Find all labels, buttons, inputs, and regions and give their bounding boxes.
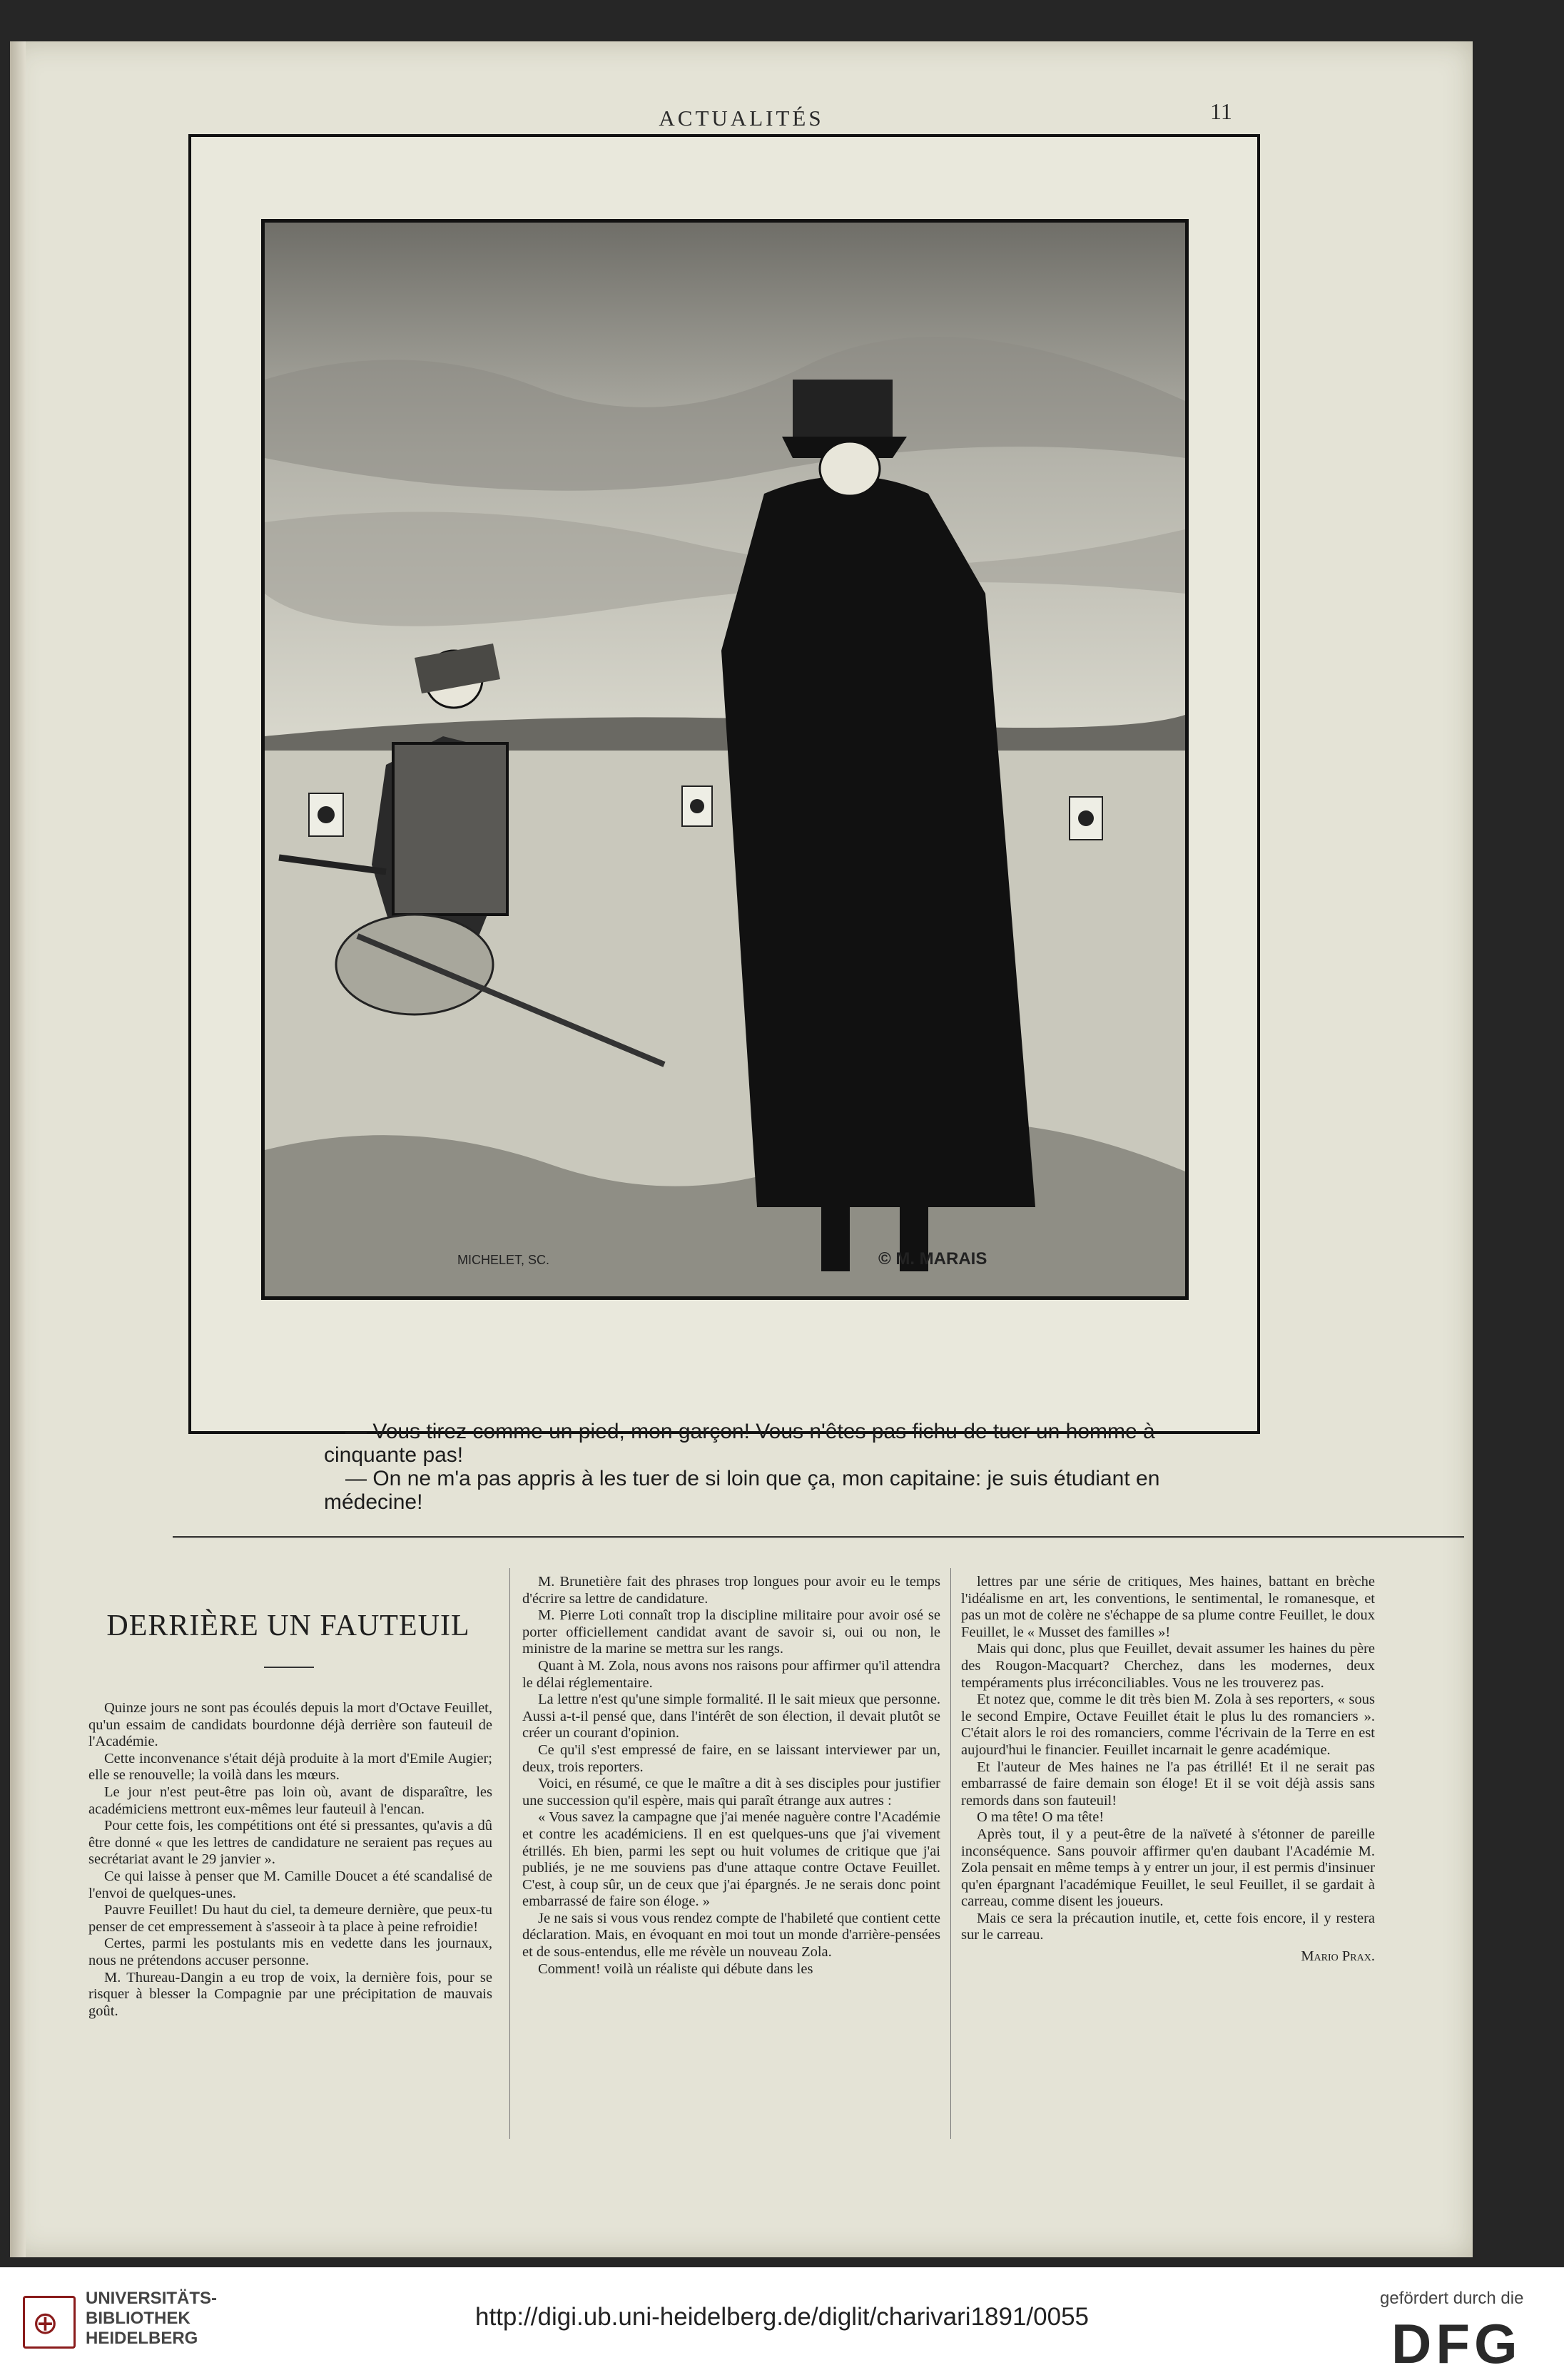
newspaper-page bbox=[10, 41, 1473, 2257]
paragraph: Ce qu'il s'est empressé de faire, en se laissant interviewer par un, deux, trois reporters. bbox=[522, 1741, 940, 1775]
university-library-logo-icon: ⊕ bbox=[23, 2296, 76, 2349]
digitization-footer bbox=[0, 2267, 1564, 2380]
paragraph: Voici, en résumé, ce que le maître a dit à ses disciples pour justifier une succession qu'il espère, mais qui paraît étrange aux autres : bbox=[522, 1776, 940, 1809]
artist-signature: © M. MARAIS bbox=[878, 1249, 987, 1268]
paragraph: Le jour n'est peut-être pas loin où, avant de disparaître, les académiciens mettront eux-mêmes leur fauteuil à l'encan. bbox=[88, 1784, 492, 1817]
paragraph: Certes, parmi les postulants mis en vedette dans les journaux, nous ne prétendons accuser personne. bbox=[88, 1936, 492, 1968]
paragraph: Quinze jours ne sont pas écoulés depuis la mort d'Octave Feuillet, qu'un essaim de candidats bourdonne déjà derrière son fauteuil de l'Académie. bbox=[88, 1700, 492, 1750]
paragraph: M. Thureau-Dangin a eu trop de voix, la dernière fois, pour se risquer à blesser la Compagnie par une précipitation de mauvais goût. bbox=[88, 1969, 492, 2019]
author-signature: Mario Prax. bbox=[1301, 1948, 1375, 1965]
dfg-logo: DFG bbox=[1391, 2312, 1522, 2375]
article-title: DERRIÈRE UN FAUTEUIL bbox=[106, 1609, 470, 1642]
column-divider bbox=[950, 1568, 951, 2139]
paragraph: Pour cette fois, les compétitions ont été si pressantes, qu'avis a dû être donné « que les lettres de candidature ne seraient pas reçues au secrétariat avant le 29 janvier ». bbox=[88, 1818, 492, 1868]
page-binding-edge bbox=[10, 41, 26, 2257]
illustration bbox=[261, 219, 1189, 1300]
paragraph: « Vous savez la campagne que j'ai menée naguère contre l'Académie et contre les académiciens. Il en est quelques-uns que j'ai vivement étrillés. Eh bien, parmi les sept ou huit volumes de critique que j'ai publiés, je ne me souviens pas d'une attaque contre Octave Feuillet. C'est, à coup sûr, un de ceux que j'ai épargnés. Je ne serais donc point embarrassé de faire son éloge. » bbox=[522, 1809, 940, 1910]
title-underline bbox=[264, 1667, 314, 1668]
section-header: ACTUALITÉS bbox=[659, 106, 824, 131]
page-number: 11 bbox=[1210, 98, 1232, 124]
paragraph: Quant à M. Zola, nous avons nos raisons pour affirmer qu'il attendra le délai réglementaire. bbox=[522, 1657, 940, 1691]
paragraph: M. Brunetière fait des phrases trop longues pour avoir eu le temps d'écrire sa lettre de candidature. bbox=[522, 1574, 940, 1607]
paragraph: Et notez que, comme le dit très bien M. Zola à ses reporters, « sous le second Empire, Octave Feuillet était le plus lu des romanciers ». C'était alors le roi des romanciers, comme l'écrivain de la Terre en est aujourd'hui le financier. Feuillet incarnait le genre académique. bbox=[961, 1692, 1375, 1758]
source-url-link[interactable]: http://digi.ub.uni-heidelberg.de/diglit/charivari1891/0055 bbox=[474, 2303, 1090, 2331]
paragraph: Pauvre Feuillet! Du haut du ciel, ta demeure dernière, que peux-tu penser de cet empressement à s'asseoir à ta place à peine refroidie! bbox=[88, 1902, 492, 1935]
section-divider bbox=[173, 1536, 1464, 1538]
column-divider bbox=[509, 1568, 510, 2139]
paragraph: Et l'auteur de Mes haines ne l'a pas étrillé! Et il ne serait pas embarrassé de faire demain son éloge! Et il se voit déjà assis sans remords dans son fauteuil! bbox=[961, 1759, 1375, 1809]
article-column-3 bbox=[961, 1574, 1375, 1965]
illustration-caption bbox=[324, 1420, 1180, 1514]
target-right bbox=[1070, 797, 1102, 840]
paragraph: Après tout, il y a peut-être de la naïveté à s'étonner de pareille inconséquence. Sans pouvoir affirmer qu'en daubant l'Académie M. Zola pensait en même temps à y entrer un jour, il est permis d'insinuer qu'en épargnant l'académique Feuillet, le seul Feuillet, il se gardait à carreau, comme disent les joueurs. bbox=[961, 1826, 1375, 1910]
paragraph: Ce qui laisse à penser que M. Camille Doucet a été scandalisé de l'envoi de quelques-unes. bbox=[88, 1868, 492, 1901]
target-left bbox=[309, 793, 343, 836]
article-column-1 bbox=[88, 1700, 492, 2020]
paragraph: Cette inconvenance s'était déjà produite à la mort d'Emile Augier; elle se renouvelle; la voilà dans les mœurs. bbox=[88, 1750, 492, 1784]
paragraph: Mais ce sera la précaution inutile, et, cette fois encore, il y restera sur le carreau. bbox=[961, 1910, 1375, 1943]
engraver-signature: MICHELET, SC. bbox=[457, 1253, 550, 1267]
paragraph: Comment! voilà un réaliste qui débute dans les bbox=[538, 1961, 813, 1977]
paragraph: O ma tête! O ma tête! bbox=[977, 1809, 1105, 1826]
article-column-2 bbox=[522, 1574, 940, 1978]
target-middle bbox=[682, 786, 712, 826]
cartoon-drawing bbox=[265, 223, 1185, 1296]
paragraph: lettres par une série de critiques, Mes haines, battant en brèche l'idéalisme en art, les conventions, le sentimental, le romanesque, et pas un mot de colère ne s'échappe de sa plume contre Feuillet, le doux Feuillet, le « Musset des familles »! bbox=[961, 1574, 1375, 1640]
caption-line-2: — On ne m'a pas appris à les tuer de si loin que ça, mon capitaine: je suis étudiant en médecine! bbox=[324, 1467, 1160, 1514]
paragraph: Mais qui donc, plus que Feuillet, devait assumer les haines du père des Rougon-Macquart? Cherchez, dans les modernes, deux tempéraments plus irréconciliables. Vous ne les trouverez pas. bbox=[961, 1641, 1375, 1691]
caption-line-1: — Vous tirez comme un pied, mon garçon! Vous n'êtes pas fichu de tuer un homme à cinquante pas! bbox=[324, 1420, 1155, 1467]
paragraph: La lettre n'est qu'une simple formalité. Il le sait mieux que personne. Aussi a-t-il pensé que, dans l'intérêt de son élection, il devait plutôt se créer un courant d'opinion. bbox=[522, 1692, 940, 1741]
illustration-outer-frame bbox=[188, 134, 1260, 1434]
library-name: UNIVERSITÄTS- BIBLIOTHEK HEIDELBERG bbox=[86, 2289, 218, 2348]
paragraph: M. Pierre Loti connaît trop la discipline militaire pour avoir osé se porter officiellement candidat avant de savoir si, oui ou non, le ministre de la marine se mettra sur les rangs. bbox=[522, 1607, 940, 1657]
funding-label: gefördert durch die bbox=[1380, 2289, 1524, 2308]
paragraph: Je ne sais si vous vous rendez compte de l'habileté que contient cette déclaration. Mais, en évoquant en moi tout un monde d'arrière-pensées et de sous-entendus, elle me révèle un nouveau Zola. bbox=[522, 1910, 940, 1961]
